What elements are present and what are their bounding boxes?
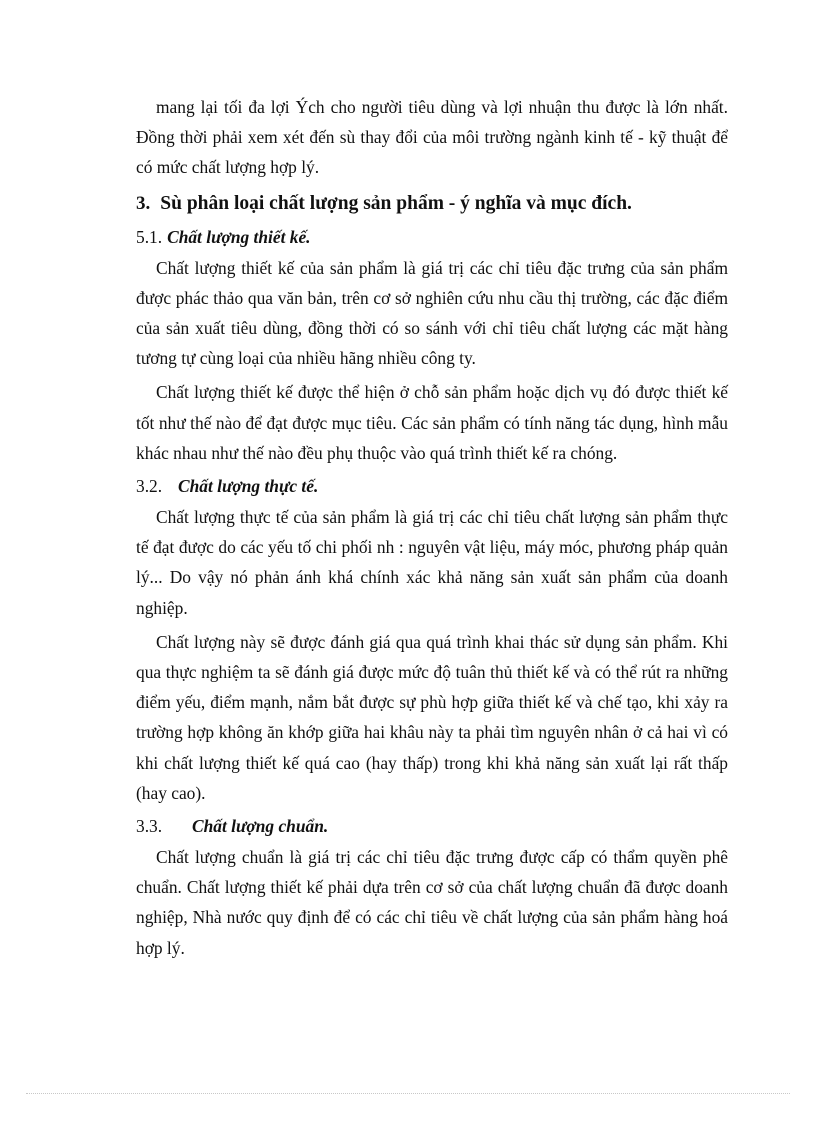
section-number: 3.	[136, 192, 151, 214]
subsection-title: Chất lượng thực tế.	[178, 476, 319, 497]
paragraph-actual-1: Chất lượng thực tế của sản phẩm là giá trị các chỉ tiêu chất lượng sản phẩm thực tế đạt được do các yếu tố chi phối nh : nguyên vật liệu, máy móc, phương pháp quản lý... Do vậy nó phản ánh khá chính xác khả năng sản xuất sản phẩm của doanh nghiệp.	[136, 507, 728, 618]
paragraph-design-2: Chất lượng thiết kế được thể hiện ở chỗ sản phẩm hoặc dịch vụ đó được thiết kế tốt như thế nào để đạt được mục tiêu. Các sản phẩm có tính năng tác dụng, hình mẫu khác nhau như thế nào đều phụ thuộc vào quá trình thiết kế ra chóng.	[136, 382, 728, 463]
subsection-heading-actual	[136, 472, 728, 500]
paragraph-intro: mang lại tối đa lợi Ých cho người tiêu dùng và lợi nhuận thu được là lớn nhất. Đồng thời phải xem xét đến sù thay đổi của môi trường ngành kinh tế - kỹ thuật để có mức chất lượng hợp lý.	[136, 97, 728, 178]
section-title: Sù phân loại chất lượng sản phẩm - ý nghĩa và mục đích.	[160, 192, 632, 214]
subsection-heading-design	[136, 223, 728, 251]
subsection-number: 3.3.	[136, 816, 163, 837]
page-bottom-divider	[26, 1093, 790, 1094]
subsection-number: 3.2.	[136, 476, 163, 497]
subsection-number: 5.1.	[136, 226, 163, 247]
paragraph-design-1: Chất lượng thiết kế của sản phẩm là giá trị các chỉ tiêu đặc trưng của sản phẩm được phác thảo qua văn bản, trên cơ sở nghiên cứu nhu cầu thị trường, các đặc điểm của sản xuất tiêu dùng, đồng thời có so sánh với chỉ tiêu chất lượng các mặt hàng tương tự cùng loại của nhiều hãng nhiều công ty.	[136, 257, 728, 369]
page-content	[136, 92, 728, 967]
paragraph-standard-1: Chất lượng chuẩn là giá trị các chỉ tiêu đặc trưng được cấp có thẩm quyền phê chuẩn. Chất lượng thiết kế phải dựa trên cơ sở của chất lượng chuẩn đã được doanh nghiệp, Nhà nước quy định để có các chỉ tiêu về chất lượng của sản phẩm hàng hoá hợp lý.	[136, 847, 728, 958]
subsection-title: Chất lượng thiết kế.	[167, 226, 311, 247]
subsection-title: Chất lượng chuẩn.	[192, 816, 329, 837]
section-heading	[136, 187, 728, 221]
paragraph-actual-2: Chất lượng này sẽ được đánh giá qua quá trình khai thác sử dụng sản phẩm. Khi qua thực nghiệm ta sẽ đánh giá được mức độ tuân thủ thiết kế và có thể rút ra những điểm yếu, điểm mạnh, nắm bắt được sự phù hợp giữa thiết kế và chế tạo, khi xảy ra trường hợp không ăn khớp giữa hai khâu này ta phải tìm nguyên nhân ở cả hai vì có khi chất lượng thiết kế quá cao (hay thấp) trong khi khả năng sản xuất lại rất thấp (hay cao).	[136, 631, 728, 803]
subsection-heading-standard	[136, 812, 728, 840]
